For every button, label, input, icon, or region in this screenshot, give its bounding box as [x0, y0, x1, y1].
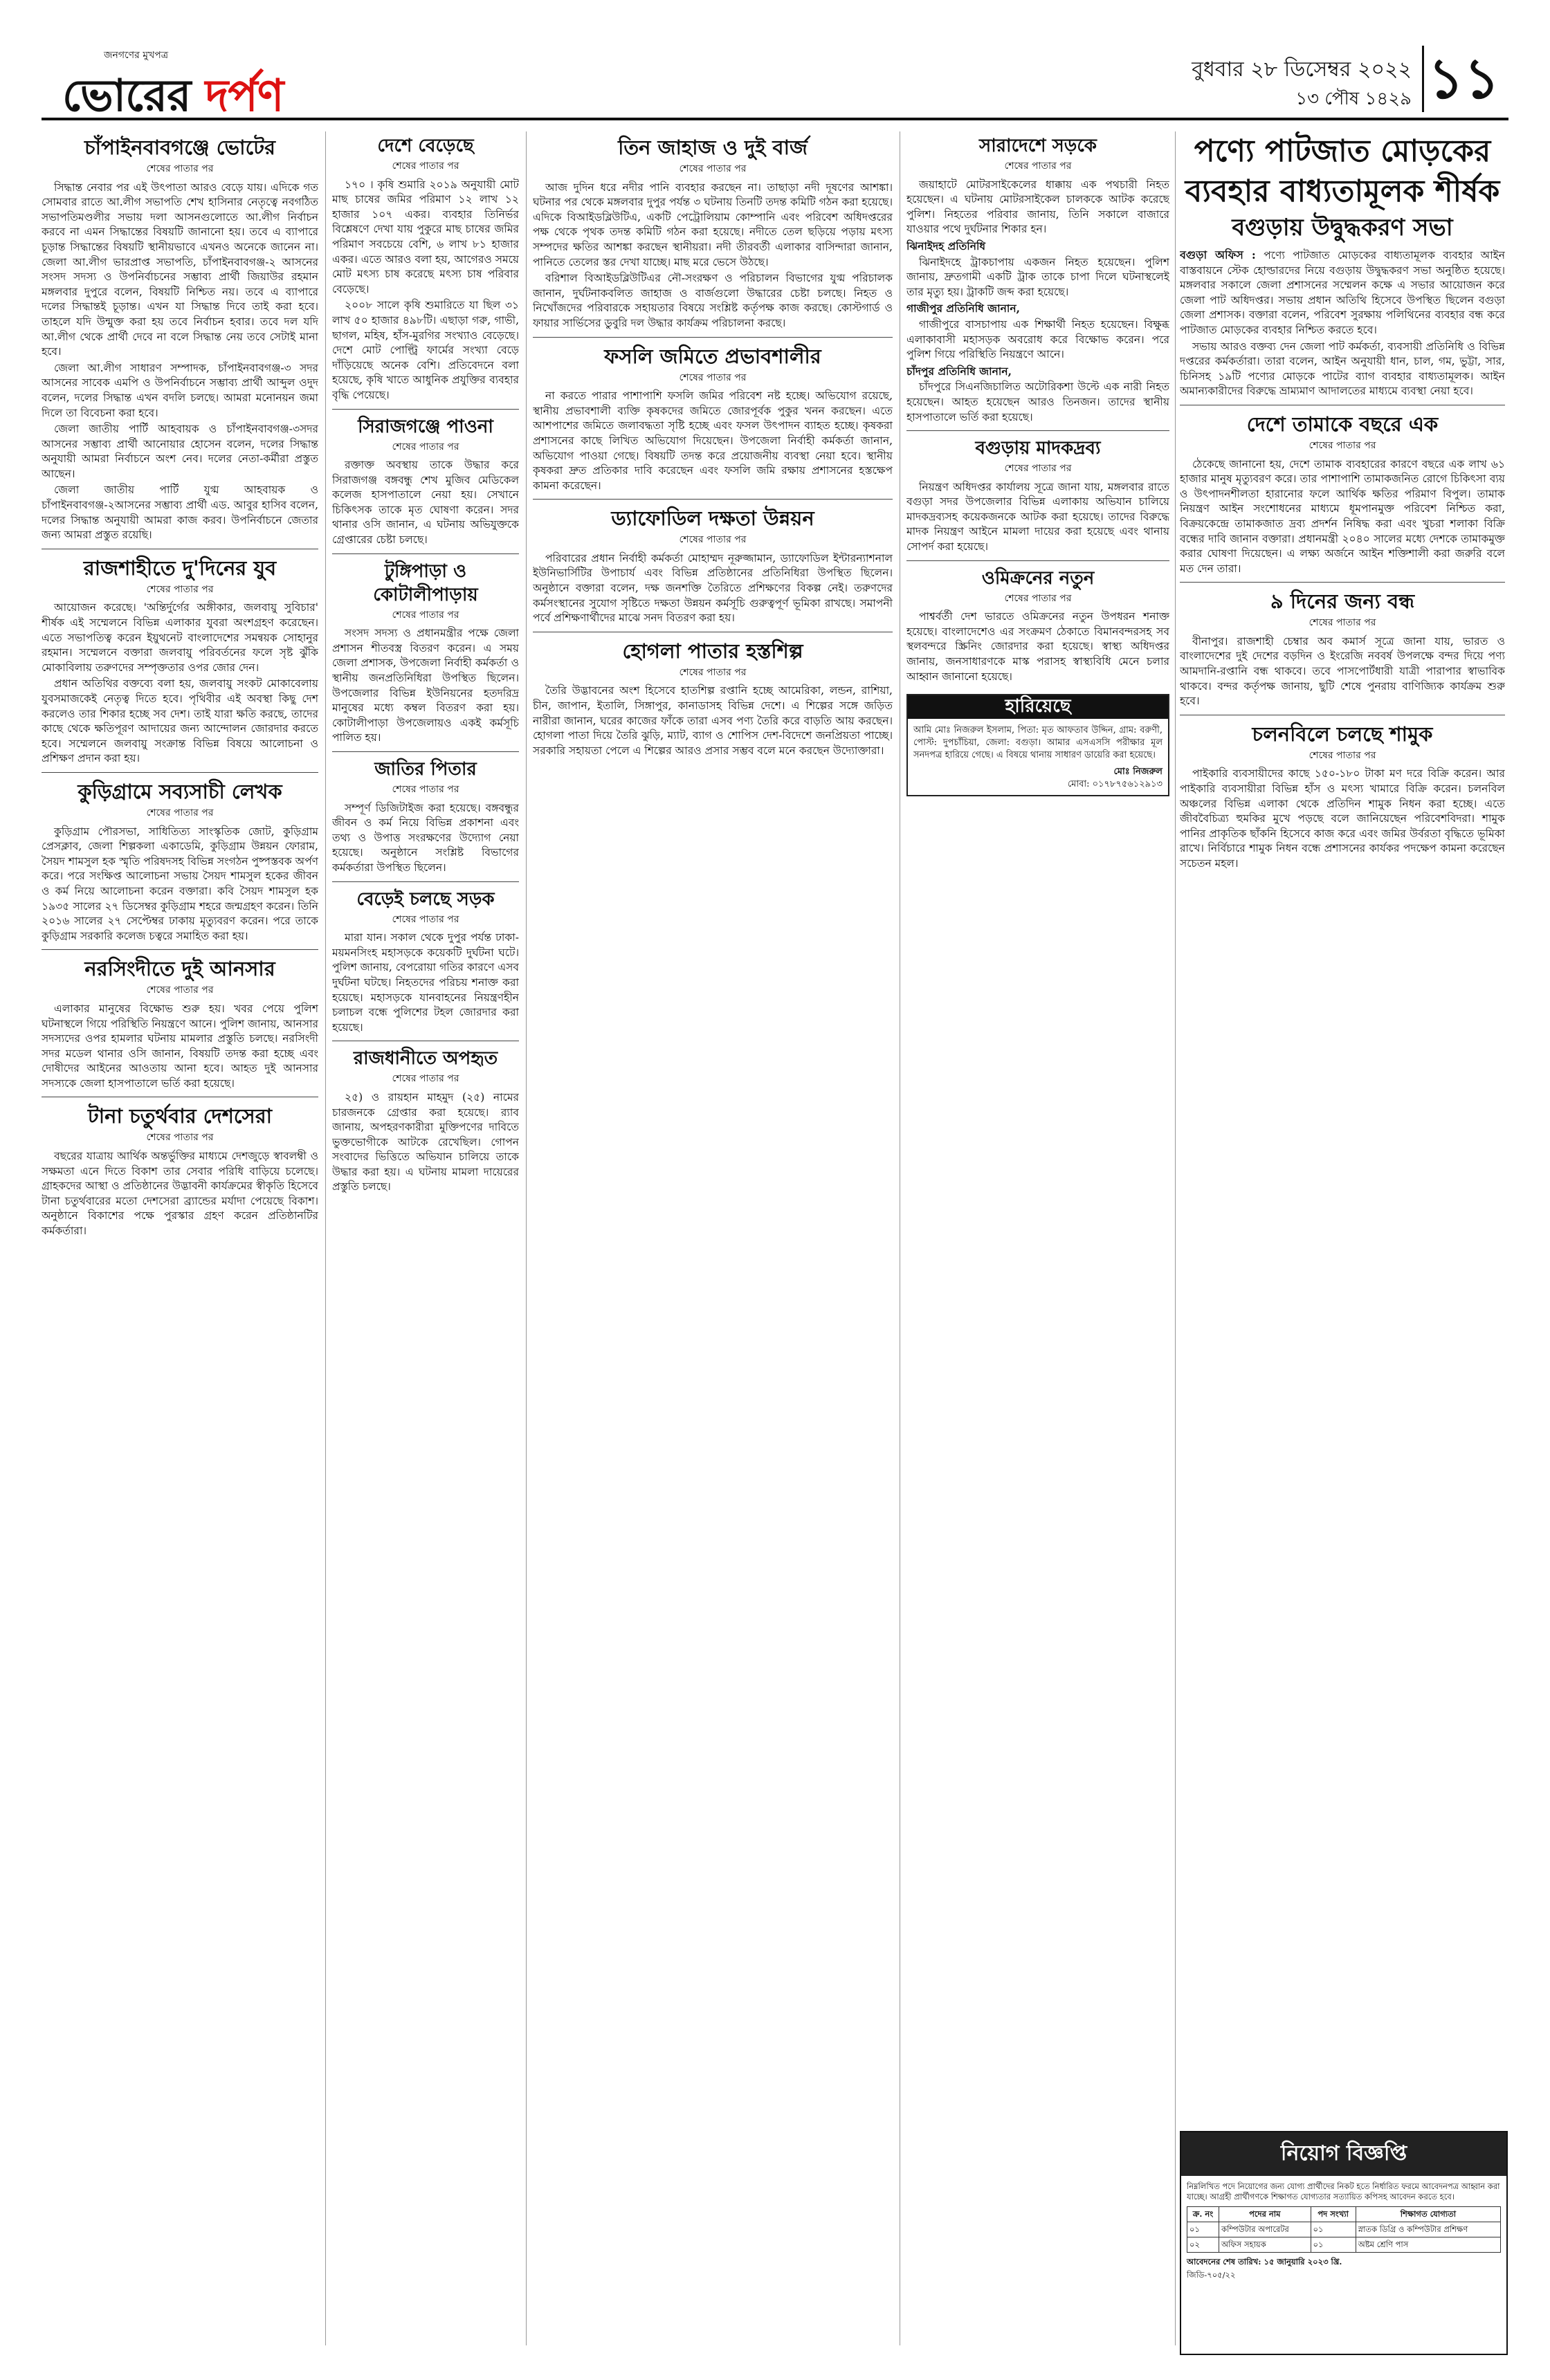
- paragraph: জেলা আ.লীগ সাধারণ সম্পাদক, চাঁপাইনবাবগঞ্জ-৩ সদর আসনের সাবেক এমপি ও উপনির্বাচনে সম্ভাব্য প্রার্থী আব্দুল ওদুদ বলেন, দলের সিদ্ধান্ত এখন বদলি চলছে। আমরা মনোনয়ন জমা দিলে তা বিবেচনা করা হবে।: [42, 361, 318, 419]
- ad-table-header: শিক্ষাগত যোগ্যতা: [1356, 2207, 1500, 2222]
- lead-headline: পণ্যে পাটজাত মোড়কের ব্যবহার বাধ্যতামূলক শীর্ষক: [1185, 134, 1500, 209]
- continued-label: শেষের পাতার পর: [679, 372, 747, 383]
- paragraph: সভায় আরও বক্তব্য দেন জেলা পাট কর্মকর্তা, ব্যবসায়ী প্রতিনিধি ও বিভিন্ন দপ্তরের কর্মকর্তারা। তারা বলেন, আইন অনুযায়ী ধান, চাল, গম, ভুট্টা, সার, চিনিসহ ১৯টি পণ্যের মোড়কে পাটের ব্যাগ ব্যবহার বাধ্যতামূলক। আইন অমান্যকারীদের বিরুদ্ধে ভ্রাম্যমাণ আদালতের মাধ্যমে ব্যবস্থা নেয়া হবে।: [1180, 340, 1505, 398]
- headline: ৯ দিনের জন্য বন্ধ: [1270, 589, 1415, 614]
- lost-notice-text: আমি মোঃ নিজরুল ইসলাম, পিতা: মৃত আফতাব উদ্দিন, গ্রাম: বরুণী, পোস্ট: দুপচাঁচিয়া, জেলা: বগুড়া। আমার এসএসসি পরীক্ষার মূল সনদপত্র হারিয়ে গেছে। এ বিষয়ে থানায় সাধারণ ডায়েরি করা হয়েছে।: [913, 724, 1162, 760]
- logo-black: ভোরের: [62, 71, 206, 122]
- table-cell: কম্পিউটার অপারেটর: [1219, 2222, 1311, 2237]
- divider: [332, 409, 519, 410]
- ad-table-header: পদ সংখ্যা: [1311, 2207, 1356, 2222]
- column-5: [1180, 131, 1505, 2124]
- masthead: [42, 42, 1508, 120]
- column-rule: [1175, 131, 1176, 2345]
- continued-label: শেষের পাতার পর: [1309, 439, 1376, 451]
- divider: [1180, 582, 1505, 583]
- paragraph: সম্পূর্ণ ডিজিটাইজ করা হয়েছে। বঙ্গবন্ধুর জীবন ও কর্ম নিয়ে বিভিন্ন প্রকাশনা এবং তথ্য ও উপাত্ত সংরক্ষণের উদ্যোগ নেয়া হয়েছে। অনুষ্ঠানে সংশ্লিষ্ট বিভাগের কর্মকর্তারা উপস্থিত ছিলেন।: [332, 801, 519, 874]
- recruitment-ad: [1180, 2131, 1508, 2355]
- headline: জাতির পিতার: [374, 759, 477, 780]
- continued-label: শেষের পাতার পর: [392, 609, 459, 621]
- headline: তিন জাহাজ ও দুই বার্জ: [618, 136, 808, 159]
- table-cell: ০১: [1311, 2222, 1356, 2237]
- divider: [42, 772, 318, 773]
- divider: [42, 949, 318, 950]
- lead-subheadline: বগুড়ায় উদ্বুদ্ধকরণ সভা: [1232, 214, 1453, 241]
- continued-label: শেষের পাতার পর: [392, 161, 459, 172]
- headline: সিরাজগঞ্জে পাওনা: [358, 416, 493, 437]
- lost-notice: [906, 694, 1169, 796]
- divider: [332, 751, 519, 752]
- continued-label: শেষের পাতার পর: [679, 163, 747, 174]
- headline: ফসলি জমিতে প্রভাবশালীর: [604, 344, 821, 368]
- logo-text: [62, 62, 283, 136]
- continued-label: শেষের পাতার পর: [392, 441, 459, 452]
- headline: চলনবিলে চলছে শামুক: [1252, 722, 1433, 746]
- continued-label: শেষের পাতার পর: [679, 534, 747, 546]
- headline: চাঁপাইনবাবগঞ্জে ভোটের: [84, 136, 275, 159]
- continued-label: শেষের পাতার পর: [1309, 617, 1376, 629]
- table-cell: ০১: [1187, 2222, 1219, 2237]
- paragraph: আজ দুদিন ধরে নদীর পানি ব্যবহার করছেন না। তাছাড়া নদী দূষণের আশঙ্কা। ঘটনার পর থেকে মঙ্গলবার দুপুর পর্যন্ত ৩ ঘটনায় তিনটি তদন্ত কমিটি গঠন করা হয়েছে। এদিকে বিআইডব্লিউটিএ, একটি পেট্রোলিয়াম কোম্পানি এবং পরিবেশ অধিদপ্তরের পক্ষ থেকে পৃথক তদন্ত কমিটি গঠন করা হয়েছে। নদীতে তেল ছড়িয়ে পড়ায় মৎস্য সম্পদের ক্ষতির আশঙ্কা করছেন স্থানীয়রা। নদী তীরবর্তী এলাকার বাসিন্দারা জানান, পানিতে তেলের স্তর দেখা যাচ্ছে। মাছ মরে ভেসে উঠছে।: [533, 181, 893, 268]
- continued-label: শেষের পাতার পর: [146, 583, 214, 595]
- subhead: চাঁদপুর প্রতিনিধি জানান,: [906, 364, 1012, 378]
- headline: সারাদেশে সড়কে: [979, 136, 1097, 156]
- continued-label: শেষের পাতার পর: [392, 784, 459, 795]
- continued-label: শেষের পাতার পর: [392, 1073, 459, 1085]
- headline: টানা চতুর্থবার দেশসেরা: [87, 1104, 273, 1128]
- continued-label: শেষের পাতার পর: [1004, 161, 1072, 172]
- headline: দেশে তামাকে বছরে এক: [1246, 412, 1439, 436]
- date-bengali: ১৩ পৌষ ১৪২৯: [1295, 89, 1412, 109]
- paragraph: সংসদ সদস্য ও প্রধানমন্ত্রীর পক্ষে জেলা প্রশাসন শীতবস্ত্র বিতরণ করেন। এ সময় জেলা প্রশাসক, উপজেলা নির্বাহী কর্মকর্তা ও স্থানীয় জনপ্রতিনিধিরা উপস্থিত ছিলেন। উপজেলার বিভিন্ন ইউনিয়নের হতদরিদ্র মানুষের মধ্যে কম্বল বিতরণ করা হয়। কোটালীপাড়া উপজেলায়ও একই কর্মসূচি পালিত হয়।: [332, 627, 519, 744]
- paragraph: বছরের যাত্রায় আর্থিক অন্তর্ভুক্তির মাধ্যমে দেশজুড়ে স্বাবলম্বী ও সক্ষমতা এনে দিতে বিকাশ তার সেবার পরিধি বাড়িয়ে চলেছে। গ্রাহকদের আস্থা ও প্রতিষ্ঠানের উদ্ভাবনী কার্যক্রমের স্বীকৃতি হিসেবে টানা চতুর্থবারের মতো দেশসেরা ব্র্যান্ডের মর্যাদা পেয়েছে বিকাশ। অনুষ্ঠানে বিকাশের পক্ষে পুরস্কার গ্রহণ করেন প্রতিষ্ঠানটির কর্মকর্তারা।: [42, 1150, 318, 1238]
- ad-intro: নিম্নলিখিত পদে নিয়োগের জন্য যোগ্য প্রার্থীদের নিকট হতে নির্ধারিত ফরমে আবেদনপত্র আহ্বান করা যাচ্ছে। আগ্রহী প্রার্থীগণকে শিক্ষাগত যোগ্যতার সত্যায়িত কপিসহ আবেদন করতে হবে।: [1187, 2181, 1500, 2202]
- table-cell: অষ্টম শ্রেণি পাস: [1356, 2237, 1500, 2253]
- paragraph: নিয়ন্ত্রণ অধিদপ্তর কার্যালয় সূত্রে জানা যায়, মঙ্গলবার রাতে বগুড়া সদর উপজেলার বিভিন্ন এলাকায় অভিযান চালিয়ে মাদকদ্রব্যসহ কয়েকজনকে আটক করা হয়েছে। তাদের বিরুদ্ধে মাদক নিয়ন্ত্রণ আইনে মামলা দায়ের করা হয়েছে এবং থানায় সোপর্দ করা হয়েছে।: [906, 480, 1169, 553]
- divider: [906, 430, 1169, 431]
- subhead: গাজীপুর প্রতিনিধি জানান,: [906, 302, 1020, 315]
- paragraph: না করতে পারার পাশাপাশি ফসলি জমির পরিবেশ নষ্ট হচ্ছে। অভিযোগ রয়েছে, স্থানীয় প্রভাবশালী ব্যক্তি কৃষকদের জমিতে জোরপূর্বক পুকুর খনন করছেন। এতে আশপাশের জমিতে জলাবদ্ধতা সৃষ্টি হচ্ছে এবং ফসল উৎপাদন ব্যাহত হচ্ছে। কৃষকরা প্রশাসনের কাছে লিখিত অভিযোগ দিয়েছেন। উপজেলা নির্বাহী কর্মকর্তা জানান, অভিযোগ পাওয়া গেছে। বিষয়টি তদন্ত করে প্রয়োজনীয় ব্যবস্থা নেয়া হবে। স্থানীয় কৃষকরা দ্রুত প্রতিকার দাবি করেছেন এবং ফসলি জমি রক্ষায় প্রশাসনের হস্তক্ষেপ কামনা করেছেন।: [533, 390, 893, 492]
- divider: [332, 881, 519, 882]
- ad-table: [1187, 2206, 1501, 2253]
- paragraph: ২০০৮ সালে কৃষি শুমারিতে যা ছিল ৩১ লাখ ৫০ হাজার ৪৯৮টি। এছাড়া গরু, গাভী, ছাগল, মহিষ, হাঁস-মুরগির সংখ্যাও বেড়েছে। দেশে মোট পোল্ট্রি ফার্মের সংখ্যা বেড়ে দাঁড়িয়েছে অনেক বেশি। প্রতিবেদনে বলা হয়েছে, কৃষি খাতে আধুনিক প্রযুক্তির ব্যবহার বৃদ্ধি পেয়েছে।: [332, 299, 519, 401]
- headline: রাজশাহীতে দু'দিনের যুব: [83, 556, 277, 580]
- paragraph: পরিবারের প্রধান নির্বাহী কর্মকর্তা মোহাম্মদ নূরুজ্জামান, ড্যাফোডিল ইন্টারন্যাশনাল ইউনিভার্সিটির উপাচার্য এবং বিভিন্ন প্রতিষ্ঠানের প্রতিনিধিরা উপস্থিত ছিলেন। অনুষ্ঠানে বক্তারা বলেন, দক্ষ জনশক্তি তৈরিতে প্রশিক্ষণের বিকল্প নেই। তরুণদের কর্মসংস্থানের সুযোগ সৃষ্টিতে দক্ষতা উন্নয়ন কর্মসূচি গুরুত্বপূর্ণ ভূমিকা রাখছে। সমাপনী পর্বে প্রশিক্ষণার্থীদের মাঝে সনদ বিতরণ করা হয়।: [533, 551, 893, 625]
- ad-title: নিয়োগ বিজ্ঞপ্তি: [1181, 2132, 1506, 2176]
- ad-table-header: ক্র. নং: [1187, 2207, 1219, 2222]
- paragraph: জয়াহাটে মোটরসাইকেলের ধাক্কায় এক পথচারী নিহত হয়েছেন। এ ঘটনায় মোটরসাইকেল চালককে আটক করেছে পুলিশ। নিহতের পরিবার জানায়, তিনি সকালে বাজারে যাওয়ার পথে দুর্ঘটনার শিকার হন।: [906, 178, 1169, 236]
- continued-label: শেষের পাতার পর: [146, 1132, 214, 1144]
- paragraph: রক্তাক্ত অবস্থায় তাকে উদ্ধার করে সিরাজগঞ্জ বঙ্গবন্ধু শেখ মুজিব মেডিকেল কলেজ হাসপাতালে নেয়া হয়। সেখানে চিকিৎসক তাকে মৃত ঘোষণা করেন। সদর থানার ওসি জানান, এ ঘটনায় অভিযুক্তকে গ্রেপ্তারের চেষ্টা চলছে।: [332, 459, 519, 547]
- continued-label: শেষের পাতার পর: [1004, 463, 1072, 475]
- byline: বগুড়া অফিস :: [1180, 248, 1256, 262]
- paragraph: পাশ্বর্বর্তী দেশ ভারতে ওমিক্রনের নতুন উপধরন শনাক্ত হয়েছে। বাংলাদেশেও এর সংক্রমণ ঠেকাতে বিমানবন্দরসহ সব স্থলবন্দরে স্ক্রিনিং জোরদার করা হয়েছে। স্বাস্থ্য অধিদপ্তর জানায়, জনসাধারণকে মাস্ক পরাসহ স্বাস্থ্যবিধি মেনে চলার আহ্বান জানানো হয়েছে।: [906, 610, 1169, 683]
- lost-notice-phone: মোবা: ০১৭৮৭৫৬১২৯১৩: [1067, 778, 1162, 789]
- headline: ওমিক্রনের নতুন: [981, 567, 1095, 589]
- paragraph: মারা যান। সকাল থেকে দুপুর পর্যন্ত ঢাকা-ময়মনসিংহ মহাসড়কে কয়েকটি দুর্ঘটনা ঘটে। পুলিশ জানায়, বেপরোয়া গতির কারণে এসব দুর্ঘটনা ঘটছে। নিহতদের পরিচয় শনাক্ত করা হয়েছে। মহাসড়কে যানবাহনের নিয়ন্ত্রণহীন চলাচল বন্ধে পুলিশের টহল জোরদার করা হয়েছে।: [332, 931, 519, 1034]
- paragraph: কুড়িগ্রাম পৌরসভা, সাধিতিত্য সাংস্কৃতিক জোট, কুড়িগ্রাম প্রেসক্লাব, জেলা শিল্পকলা একাডেমি, কুড়িগ্রাম উন্নয়ন ফোরাম, সৈয়দ শামসুল হক স্মৃতি পরিষদসহ বিভিন্ন সংগঠন পুষ্পস্তবক অর্পণ করে। পরে সংক্ষিপ্ত আলোচনা সভায় সৈয়দ শামসুল হকের জীবন ও কর্ম নিয়ে আলোচনা করেন বক্তারা। কবি সৈয়দ শামসুল হক ১৯৩৫ সালের ২৭ ডিসেম্বর কুড়িগ্রাম শহরে জন্মগ্রহণ করেন। তিনি ২০১৬ সালের ২৭ সেপ্টেম্বর ঢাকায় মৃত্যুবরণ করেন। পরে তাকে কুড়িগ্রাম সরকারি কলেজ চত্বরে সমাহিত করা হয়।: [42, 825, 318, 942]
- ad-footer: আবেদনের শেষ তারিখ: ১৫ জানুয়ারি ২০২৩ খ্রি.: [1187, 2257, 1342, 2267]
- divider: [906, 560, 1169, 561]
- headline: ড্যাফোডিল দক্ষতা উন্নয়ন: [611, 506, 814, 531]
- ad-table-header: পদের নাম: [1219, 2207, 1311, 2222]
- divider: [533, 499, 893, 500]
- paragraph: বরিশাল বিআইডব্লিউটিএর নৌ-সংরক্ষণ ও পরিচালন বিভাগের যুগ্ম পরিচালক জানান, দুর্ঘটনাকবলিত জাহাজ ও বার্জগুলো উদ্ধারের চেষ্টা চলছে। নিহত ও নিখোঁজদের পরিবারকে সহায়তার বিষয়ে সংশ্লিষ্ট কর্তৃপক্ষ কাজ করছে। কোস্টগার্ড ও ফায়ার সার্ভিসের ডুবুরি দল উদ্ধার কার্যক্রম পরিচালনা করছে।: [533, 272, 893, 329]
- logo-red: দর্পণ: [205, 71, 284, 122]
- column-1: [42, 131, 318, 2345]
- headline: কুড়িগ্রামে সব্যসাচী লেখক: [78, 779, 282, 803]
- continued-label: শেষের পাতার পর: [1309, 749, 1376, 761]
- paragraph: আয়োজন করেছে। 'অন্তির্দুর্গের অঙ্গীকার, জলবায়ু সুবিচার' শীর্ষক এই সম্মেলনে বিভিন্ন এলাকার যুবরা অংশগ্রহণ করেছেন। এতে সভাপতিত্ব করেন ইয়ুথনেট বাংলাদেশের সমন্বয়ক সোহানুর রহমান। সম্মেলনে বক্তারা জলবায়ু পরিবর্তনের ফলে সৃষ্ট ঝুঁকি মোকাবিলায় তরুণদের সম্পৃক্ততার ওপর জোর দেন।: [42, 601, 318, 674]
- column-4: [906, 131, 1169, 2345]
- lost-notice-sign: মোঃ নিজরুল: [1113, 766, 1162, 777]
- continued-label: শেষের পাতার পর: [146, 985, 214, 996]
- headline: হোগলা পাতার হস্তশিল্প: [622, 639, 803, 663]
- paragraph: তৈরি উদ্ভাবনের অংশ হিসেবে হাতশিল্প রপ্তানি হচ্ছে আমেরিকা, লন্ডন, রাশিয়া, চীন, জাপান, ইতালি, সিঙ্গাপুর, কানাডাসহ বিভিন্ন দেশে। এ শিল্পের সঙ্গে জড়িত নারীরা জানান, ঘরের কাজের ফাঁকে তারা এসব পণ্য তৈরি করে বাড়তি আয় করছেন। হোগলা পাতা দিয়ে তৈরি ঝুড়ি, ম্যাট, ব্যাগ ও শোপিস দেশ-বিদেশে জনপ্রিয়তা পাচ্ছে। সরকারি সহায়তা পেলে এ শিল্পের আরও প্রসার সম্ভব বলে মনে করছেন উদ্যোক্তারা।: [533, 684, 893, 757]
- paragraph: পণ্যে পাটজাত মোড়কের বাধ্যতামূলক ব্যবহার আইন বাস্তবায়নে স্টেক হোল্ডারদের নিয়ে বগুড়ায় উদ্বুদ্ধকরণ সভা অনুষ্ঠিত হয়েছে। মঙ্গলবার সকালে জেলা প্রশাসনের সম্মেলন কক্ষে এ সভার আয়োজন করে জেলা পাট অধিদপ্তর। সভায় প্রধান অতিথি হিসেবে উপস্থিত ছিলেন বগুড়া জেলা প্রশাসক। বক্তারা বলেন, পরিবেশ সুরক্ষায় পলিথিনের ব্যবহার বন্ধ করে পাটজাত মোড়কের ব্যবহার নিশ্চিত করতে হবে।: [1180, 249, 1505, 336]
- headline: রাজধানীতে অপহৃত: [353, 1048, 498, 1070]
- date-gregorian: বুধবার ২৮ ডিসেম্বর ২০২২: [1192, 57, 1412, 82]
- logo-tagline: জনগণের মুখপত্র: [104, 50, 169, 61]
- paragraph: প্রধান অতিথির বক্তব্যে বলা হয়, জলবায়ু সংকট মোকাবেলায় যুবসমাজকেই নেতৃত্ব দিতে হবে। পৃথিবীর এই অবস্থা কিছু দেশ করলেও তার শিকার হচ্ছে সব দেশ। তাই যারা ক্ষতি করছে, তাদের কাছে থেকে ক্ষতিপূরণ আদায়ের জন্য আন্দোলন জোরদার করতে হবে। সম্মেলনে জলবায়ু সংক্রান্ত বিভিন্ন বিষয়ে আলোচনা ও প্রশিক্ষণ প্রদান করা হয়।: [42, 677, 318, 765]
- newspaper-page: [42, 42, 1508, 2352]
- paragraph: চাঁদপুরে সিএনজিচালিত অটোরিকশা উল্টে এক নারী নিহত হয়েছেন। আহত হয়েছেন আরও তিনজন। তাদের স্থানীয় হাসপাতালে ভর্তি করা হয়েছে।: [906, 381, 1169, 423]
- paragraph: বীনাপুর। রাজশাহী চেম্বার অব কমার্স সূত্রে জানা যায়, ভারত ও বাংলাদেশের দুই দেশের বড়দিন ও ইংরেজি নববর্ষ উপলক্ষে বন্দর দিয়ে পণ্য আমদানি-রপ্তানি বন্ধ থাকবে। তবে পাসপোর্টধারী যাত্রী পারাপার স্বাভাবিক থাকবে। বন্দর কর্তৃপক্ষ জানায়, ছুটি শেষে পুনরায় বাণিজ্যিক কার্যক্রম শুরু হবে।: [1180, 634, 1505, 708]
- divider: [332, 553, 519, 554]
- divider: [533, 337, 893, 338]
- column-rule: [325, 131, 326, 2345]
- column-2: [332, 131, 519, 2345]
- continued-label: শেষের পাতার পর: [679, 666, 747, 678]
- paragraph: ঠেকেছে জানানো হয়, দেশে তামাক ব্যবহারের কারণে বছরে এক লাখ ৬১ হাজার মানুষ মৃত্যুবরণ করে। তার পাশাপাশি তামাকজনিত রোগে চিকিৎসা ব্যয় ও উৎপাদনশীলতা হারানোর ফলে আর্থিক ক্ষতির পরিমাণ বিপুল। তামাক নিয়ন্ত্রণ আইন সংশোধনের মাধ্যমে ধূমপানমুক্ত পরিবেশ নিশ্চিত করা, বিক্রয়কেন্দ্রে তামাকজাত দ্রব্য প্রদর্শন নিষিদ্ধ করা এবং খুচরা শলাকা বিক্রি বন্ধের দাবি জানান বক্তারা। প্রধানমন্ত্রী ২০৪০ সালের মধ্যে দেশকে তামাকমুক্ত করার ঘোষণা দিয়েছেন। এ লক্ষ্য অর্জনে আইন শক্তিশালী করা জরুরি বলে মত দেন তারা।: [1180, 457, 1505, 575]
- subhead: ঝিনাইদহ প্রতিনিধি: [906, 239, 986, 253]
- lost-notice-title: হারিয়েছে: [908, 695, 1168, 719]
- paragraph: জেলা জাতীয় পার্টি আহবায়ক ও চাঁপাইনবাবগঞ্জ-৩সদর আসনের সম্ভাব্য প্রার্থী আনোয়ার হোসেন বলেন, দলের সিদ্ধান্ত অনুযায়ী আমরা নির্বাচনে অংশ নেব। দলের নেতা-কর্মীরা প্রস্তুত আছেন।: [42, 423, 318, 480]
- continued-label: শেষের পাতার পর: [1004, 592, 1072, 604]
- paragraph: পাইকারি ব্যবসায়ীদের কাছে ১৫০-১৮০ টাকা মণ দরে বিক্রি করেন। আর পাইকারি ব্যবসায়ীরা বিভিন্ন হাঁস ও মৎস্য খামারে বিক্রি করেন। চলনবিল অঞ্চলের বিভিন্ন এলাকা থেকে প্রতিদিন শামুক নিধন করা হচ্ছে। এতে জীববৈচিত্র্য হুমকির মুখে পড়ছে বলে জানিয়েছেন পরিবেশবিদরা। শামুক পানির প্রাকৃতিক ছাঁকনি হিসেবে কাজ করে এবং জমির উর্বরতা বৃদ্ধিতে ভূমিকা রাখে। নির্বিচারে শামুক নিধন বন্ধে প্রশাসনের কার্যকর পদক্ষেপ কামনা করেছেন সচেতন মহল।: [1180, 767, 1505, 870]
- table-cell: অফিস সহায়ক: [1219, 2237, 1311, 2253]
- paragraph: ২৫) ও রায়হান মাহমুদ (২৫) নামের চারজনকে গ্রেপ্তার করা হয়েছে। র‍্যাব জানায়, অপহরণকারীরা মুক্তিপণের দাবিতে ভুক্তভোগীকে আটকে রেখেছিল। গোপন সংবাদের ভিত্তিতে অভিযান চালিয়ে তাকে উদ্ধার করা হয়। এ ঘটনায় মামলা দায়েরের প্রস্তুতি চলছে।: [332, 1090, 519, 1193]
- column-3: [533, 131, 893, 2345]
- headline: দেশে বেড়েছে: [377, 136, 474, 156]
- newspaper-logo: [55, 47, 415, 122]
- table-cell: ০২: [1187, 2237, 1219, 2253]
- table-cell: ০১: [1311, 2237, 1356, 2253]
- continued-label: শেষের পাতার পর: [146, 163, 214, 174]
- table-row: [1187, 2237, 1501, 2253]
- headline: টুঙ্গিপাড়া ও কোটালীপাড়ায়: [373, 560, 478, 605]
- ad-ref: জিডি-৭০৫/২২: [1187, 2270, 1236, 2280]
- table-cell: স্নাতক ডিগ্রি ও কম্পিউটার প্রশিক্ষণ: [1356, 2222, 1500, 2237]
- headline: বেড়েই চলছে সড়ক: [356, 888, 495, 910]
- continued-label: শেষের পাতার পর: [392, 913, 459, 925]
- paragraph: এলাকার মানুষের বিক্ষোভ শুরু হয়। খবর পেয়ে পুলিশ ঘটনাস্থলে গিয়ে পরিস্থিতি নিয়ন্ত্রণে আনে। পুলিশ জানায়, আনসার সদস্যদের ওপর হামলার ঘটনায় মামলার প্রস্তুতি চলছে। নরসিংদী সদর মডেল থানার ওসি জানান, বিষয়টি তদন্ত করা হচ্ছে এবং দোষীদের আইনের আওতায় আনা হবে। আহত দুই আনসার সদস্যকে জেলা হাসপাতালে ভর্তি করা হয়েছে।: [42, 1002, 318, 1090]
- headline: নরসিংদীতে দুই আনসার: [84, 957, 275, 981]
- headline: বগুড়ায় মাদকদ্রব্য: [975, 438, 1101, 459]
- paragraph: জেলা জাতীয় পার্টি যুগ্ম আহবায়ক ও চাঁপাইনবাবগঞ্জ-২আসনের সম্ভাব্য প্রার্থী এড. আবুর হাসিব বলেন, দলের সিদ্ধান্ত অনুযায়ী আমরা কাজ করব। উপনির্বাচনে জেতার জন্য আমরা প্রস্তুত রয়েছি।: [42, 484, 318, 542]
- paragraph: গাজীপুরে বাসচাপায় এক শিক্ষার্থী নিহত হয়েছেন। বিক্ষুব্ধ এলাকাবাসী মহাসড়ক অবরোধ করে বিক্ষোভ করেন। পরে পুলিশ গিয়ে পরিস্থিতি নিয়ন্ত্রণে আনে।: [906, 318, 1169, 361]
- paragraph: সিদ্ধান্ত নেবার পর এই উৎপাতা আরও বেড়ে যায়। এদিকে গত সোমবার রাতে আ.লীগ সভাপতি শেখ হাসিনার নেতৃত্বে নবগঠিত সভাপতিমণ্ডলীর সভায় দলা আসনগুলোতে আ.লীগ নির্বাচন করবে না এমন সিদ্ধান্তের বিষয়টি জানানো হয়। তবে এ ব্যাপারে চূড়ান্ত সিদ্ধান্তের বিষয়টি স্থানীয়ভাবে এখনও অনেকে জানেন না। জেলা আ.লীগ ভারপ্রাপ্ত সভাপতি, চাঁপাইনবাবগঞ্জ-২ আসনের সংসদ সদস্য ও উপনির্বাচনের সম্ভাব্য প্রার্থী জিয়াউর রহমান মঙ্গলবার দুপুরে বলেন, বিষয়টি নিশ্চিত নয়। তবে এ ব্যাপারে দলের সিদ্ধান্তই চূড়ান্ত। এখন যা সিদ্ধান্ত দিবে তাই করা হবে। তাহলে যদি উন্মুক্ত করা হয় তবে নির্বাচন হবার। তবে দল যদি আ.লীগ থেকে প্রার্থী দেবে না বলে সিদ্ধান্ত নেয় তবে সেটাই মানা হবে।: [42, 181, 318, 358]
- page-number: ১১: [1422, 46, 1504, 112]
- continued-label: শেষের পাতার পর: [146, 807, 214, 818]
- paragraph: ঝিনাইদহে ট্রাকচাপায় একজন নিহত হয়েছেন। পুলিশ জানায়, দ্রুতগামী একটি ট্রাক তাকে চাপা দিলে ঘটনাস্থলেই তার মৃত্যু হয়। ট্রাকটি জব্দ করা হয়েছে।: [906, 255, 1169, 298]
- table-row: [1187, 2222, 1501, 2237]
- paragraph: ১৭০ । কৃষি শুমারি ২০১৯ অনুযায়ী মোট মাছ চাষের জমির পরিমাণ ১২ লাখ ১২ হাজার ১০৭ একর। ব্যবহার তিনির্ভর বিশ্লেষণে দেখা যায় পুকুরে মাছ চাষের জমির পরিমাণ সবচেয়ে বেশি, ৬ লাখ ৮১ হাজার একর। এতে আরও বলা হয়, আগেরও সময়ে মোট মৎস্য চাষ করেছে মৎস্য চাষ পরিবার বেড়েছে।: [332, 178, 519, 295]
- column-rule: [526, 131, 527, 2345]
